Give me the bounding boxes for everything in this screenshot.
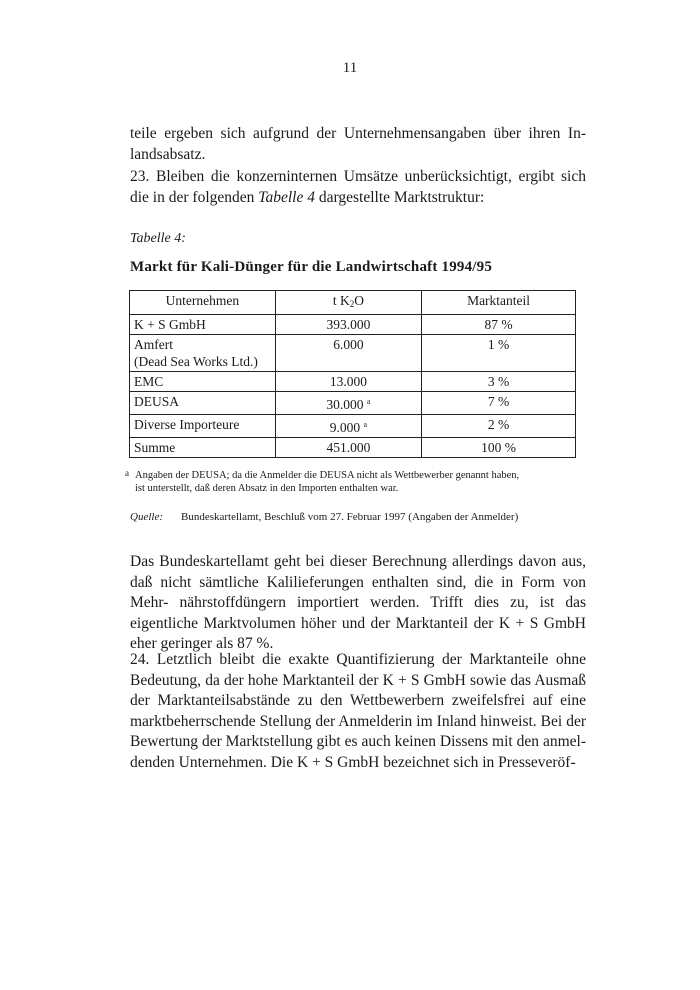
text-line: Bedeutung, da der hohe Marktanteil der K + S GmbH sowie das Ausmaß	[130, 671, 586, 689]
cell-volume	[275, 335, 421, 372]
text-line: Bewertung der Marktstellung gibt es auch keinen Dissens mit den anmel-	[130, 733, 586, 750]
cell-volume	[275, 372, 421, 392]
cell-company: Diverse Importeure	[130, 415, 276, 438]
footnote-mark: a	[125, 468, 129, 478]
cell-volume-value: 6.000	[333, 337, 364, 352]
cell-share: 100 %	[422, 438, 576, 458]
cell-volume	[275, 315, 421, 335]
table-header-row	[130, 291, 576, 315]
cell-share: 7 %	[422, 392, 576, 415]
paragraph-23-text-end: dargestellte Marktstruktur:	[314, 188, 485, 206]
table-row	[130, 315, 576, 335]
cell-share: 3 %	[422, 372, 576, 392]
text-line: marktbeherrschende Stellung der Anmelderin im Inland hinweist. Bei der	[130, 712, 586, 730]
paragraph-23-text: 23. Bleiben die konzerninternen Umsätze unberücksichtigt, ergibt sich die in der folgenden	[130, 168, 586, 206]
table-row	[130, 392, 576, 415]
cell-company	[130, 335, 276, 372]
header-share: Marktanteil	[422, 291, 576, 315]
cell-company: Summe	[130, 438, 276, 458]
footnote-line: Angaben der DEUSA; da die Anmelder die DEUSA nicht als Wettbewerber genannt haben,	[135, 470, 520, 481]
cell-company-line: Amfert	[134, 337, 173, 352]
cell-volume-value: 9.000	[329, 420, 361, 435]
header-volume-subscript: 2	[349, 299, 355, 309]
cell-volume-value: 30.000	[326, 397, 364, 412]
intro-paragraph	[130, 124, 586, 165]
source-text: Bundeskartellamt, Beschluß vom 27. Februar 1997 (Angaben der Anmelder)	[180, 511, 519, 523]
text-line: nährstoffdüngern importiert werden. Trifft dies zu, ist das eigentliche	[130, 594, 586, 632]
text-line: daß nicht sämtliche Kalilieferungen enthalten sind, die in Form von Mehr-	[130, 573, 586, 611]
header-volume	[275, 291, 421, 315]
cell-company-line: (Dead Sea Works Ltd.)	[134, 354, 258, 369]
cell-company: K + S GmbH	[130, 315, 276, 335]
header-volume-suffix: O	[354, 293, 365, 308]
table-source	[130, 511, 518, 523]
table-footnote	[125, 468, 575, 495]
cell-volume-value: 13.000	[329, 374, 368, 389]
cell-volume	[275, 392, 421, 415]
table-row	[130, 415, 576, 438]
table-title: Markt für Kali-Dünger für die Landwirtschaft 1994/95	[130, 259, 493, 275]
page-number: 11	[342, 60, 358, 76]
text-line: 24. Letztlich bleibt die exakte Quantifizierung der Marktanteile ohne	[130, 651, 586, 668]
footnote-line: ist unterstellt, daß deren Absatz in den Importen enthalten war.	[135, 483, 399, 494]
text-line: teile ergeben sich aufgrund der Unternehmensangaben über ihren In-	[130, 125, 586, 142]
header-company: Unternehmen	[130, 291, 276, 315]
cell-volume-value: 451.000	[326, 440, 371, 455]
table-row	[130, 372, 576, 392]
footnote-ref: a	[366, 397, 371, 406]
market-paragraph	[130, 552, 586, 655]
cell-share: 2 %	[422, 415, 576, 438]
text-line: landsabsatz.	[130, 145, 206, 163]
source-label: Quelle:	[130, 511, 163, 523]
market-table	[129, 290, 576, 458]
table-row-total	[130, 438, 576, 458]
table-row	[130, 335, 576, 372]
text-line: denden Unternehmen. Die K + S GmbH bezeichnet sich in Presseveröf-	[130, 753, 576, 771]
cell-share: 87 %	[422, 315, 576, 335]
paragraph-23	[130, 167, 586, 208]
cell-company: EMC	[130, 372, 276, 392]
table-reference: Tabelle 4	[258, 188, 315, 206]
text-line: der Marktanteilsabstände zu den Wettbewerbern zweifelsfrei auf eine	[130, 692, 586, 709]
paragraph-24	[130, 650, 586, 773]
cell-volume	[275, 415, 421, 438]
cell-volume-value: 393.000	[326, 317, 371, 332]
text-line: als 87 %.	[216, 635, 274, 652]
cell-share: 1 %	[422, 335, 576, 372]
text-line: Das Bundeskartellamt geht bei dieser Berechnung allerdings davon aus,	[130, 553, 586, 570]
cell-company: DEUSA	[130, 392, 276, 415]
footnote-ref: a	[363, 420, 368, 429]
cell-volume	[275, 438, 421, 458]
text-line: Marktvolumen höher und der Marktanteil der K + S GmbH eher geringer	[130, 614, 586, 652]
header-volume-prefix: t K	[332, 293, 350, 308]
table-caption: Tabelle 4:	[130, 231, 186, 246]
